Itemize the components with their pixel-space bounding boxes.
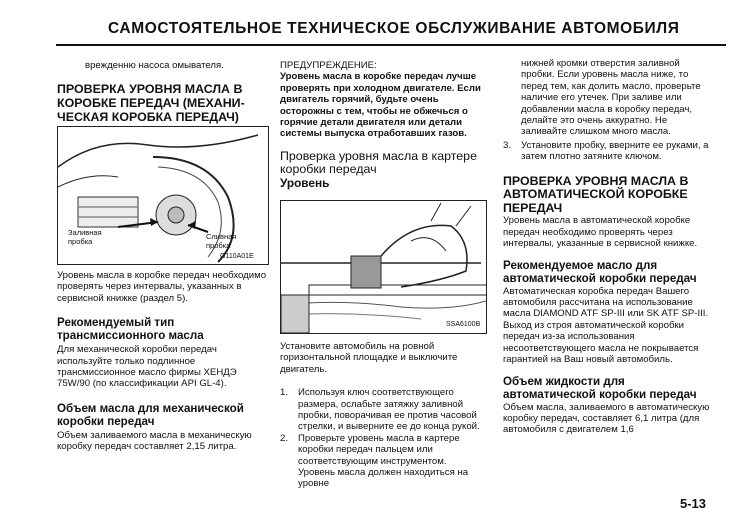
column-3 [503,58,713,436]
label-drain-plug: Сливная пробка [206,232,237,250]
header-rule [56,44,726,46]
section-text-auto-recommended: Автоматическая коробка передач Вашего автомобиля рассчитана на использование масла DIAMOND ATF SP-III или SK ATF SP-III. Выход из строя автоматической коробки передач из-за использования несоответствующего масла не покрывается гарантией на Ваш новый автомобиль. [503,285,709,366]
warning-title: ПРЕДУПРЕЖДЕНИЕ: [280,60,377,71]
section-text-oil-volume: Объем заливаемого масла в механическую коробку передач составляет 2,15 литра. [57,429,252,453]
section-title-auto-oil: ПРОВЕРКА УРОВНЯ МАСЛА В АВТОМАТИЧЕСКОЙ КОРОБКЕ ПЕРЕДАЧ [503,173,689,215]
warning-text: Уровень масла в коробке передач лучше проверять при холодном двигателе. Если двигатель горячий, будьте очень осторожны с тем, чтобы не обжечься о горячие детали двигателя или детали системы выпуска отработавших газов. [280,71,481,140]
column-1-lower [57,270,267,453]
figure-code: SSA6100B [446,321,481,328]
column-1 [57,60,267,124]
section-title-manual-oil: ПРОВЕРКА УРОВНЯ МАСЛА В КОРОБКЕ ПЕРЕДАЧ (МЕХАНИ-ЧЕСКАЯ КОРОБКА ПЕРЕДАЧ) [57,82,245,124]
section-title-check-level: Проверка уровня масла в картере коробки передач [280,148,477,177]
section-title-auto-volume: Объем жидкости для автоматической коробки передач [503,374,697,401]
step-2: 2. Проверьте уровень масла в картере коробки передач пальцем или соответствующим инструментом. Уровень масла должен находиться на уровне [280,432,469,490]
section-text-recommended-oil: Для механической коробки передач используйте только подлинное трансмиссионное масло фирмы ХЕНДЭ 75W/90 (по классификации API GL-4). [57,344,237,390]
label-fill-plug: Заливная пробка [68,228,102,246]
column-2 [280,60,485,190]
oil-level-illustration [281,201,486,333]
page-number: 5-13 [680,496,707,511]
step-3: 3. Установите пробку, вверните ее руками, а затем плотно затяните ключом. [503,139,709,163]
step-1: 1. Используя ключ соответствующего размера, ослабьте затяжку заливной пробки, поворачивая ее против часовой стрелки, и выверните ее до конца рукой. [280,387,480,433]
figure-oil-level-check [280,200,487,334]
intro-text: Установите автомобиль на ровной горизонтальной площадке и выключите двигатель. [280,341,458,375]
section-text-auto-volume: Объем масла, заливаемого в автоматическую коробку передач, составляет 6,1 литра (для автомобиля с двигателем 1,6 [503,401,710,436]
continued-step-text: нижней кромки отверстия заливной пробки. Если уровень масла ниже, то перед тем, как долить масло, проверьте наличие его утечек. При заливе или добавлении масла в коробку передач, делайте это очень аккуратно. Не заливайте слишком много масла. [521,58,701,138]
figure-code: G110A01E [220,253,254,260]
section-title-recommended-oil: Рекомендуемый тип трансмиссионного масла [57,316,204,343]
figure-gearbox-plugs [57,126,269,265]
continued-text: врежденню насоса омывателя. [85,60,224,71]
section-text-manual-oil: Уровень масла в коробке передач необходимо проверять через интервалы, указанных в сервисной книжке (раздел 5). [57,270,267,304]
subsection-title-level: Уровень [280,176,330,191]
section-title-auto-recommended: Рекомендуемое масло для автоматической коробки передач [503,258,697,285]
steps-list [280,387,485,490]
page-header-title: САМОСТОЯТЕЛЬНОЕ ТЕХНИЧЕСКОЕ ОБСЛУЖИВАНИЕ АВТОМОБИЛЯ [108,20,680,37]
column-2-lower [280,341,485,490]
section-text-auto-oil: Уровень масла в автоматической коробке передач необходимо проверять через интервалы, указанные в сервисной книжке. [503,215,698,250]
section-title-oil-volume: Объем масла для механической коробки передач [57,401,244,428]
